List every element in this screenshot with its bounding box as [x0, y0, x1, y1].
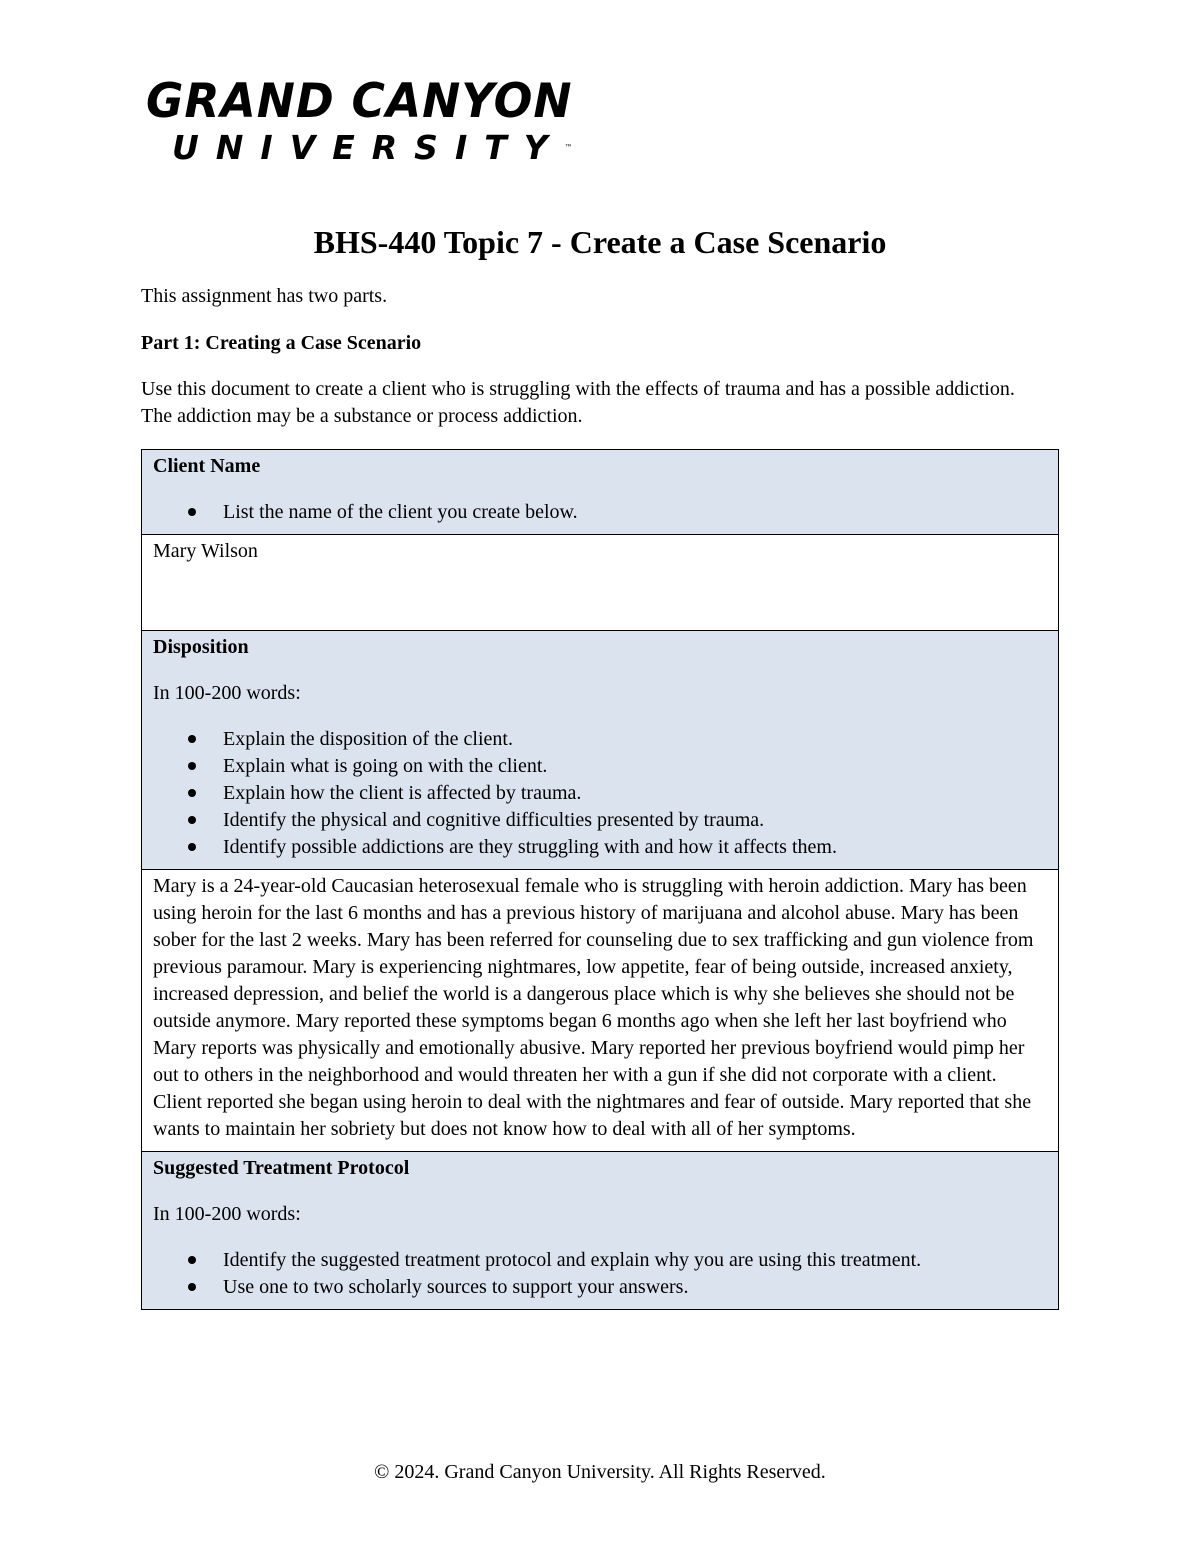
- copyright-footer: © 2024. Grand Canyon University. All Rights Reserved.: [374, 1461, 826, 1483]
- part1-heading: Part 1: Creating a Case Scenario: [141, 332, 422, 354]
- disposition-prompt-cell: [142, 631, 1059, 870]
- client-name-response-cell[interactable]: [142, 535, 1059, 631]
- list-item: Use one to two scholarly sources to support your answers.: [223, 1274, 1047, 1301]
- list-item: List the name of the client you create below.: [223, 499, 1047, 526]
- table-row: [142, 535, 1059, 631]
- logo-trademark: ™: [564, 143, 573, 152]
- list-item: Identify possible addictions are they struggling with and how it affects them.: [223, 834, 1047, 861]
- disposition-word-count: In 100-200 words:: [153, 682, 301, 704]
- disposition-bullets: [153, 726, 1047, 861]
- table-row: [142, 1152, 1059, 1310]
- list-item: Identify the physical and cognitive difficulties presented by trauma.: [223, 807, 1047, 834]
- treatment-word-count: In 100-200 words:: [153, 1203, 301, 1225]
- document-title: BHS-440 Topic 7 - Create a Case Scenario: [313, 224, 887, 260]
- disposition-heading: Disposition: [153, 636, 249, 658]
- case-scenario-table: [141, 449, 1059, 1310]
- treatment-heading: Suggested Treatment Protocol: [153, 1157, 410, 1179]
- table-row: [142, 450, 1059, 535]
- university-logo: [146, 74, 573, 167]
- treatment-bullets: [153, 1247, 1047, 1301]
- list-item: Explain what is going on with the client.: [223, 753, 1047, 780]
- list-item: Explain the disposition of the client.: [223, 726, 1047, 753]
- list-item: Explain how the client is affected by trauma.: [223, 780, 1047, 807]
- client-name-heading: Client Name: [153, 455, 261, 477]
- client-name-bullets: [153, 499, 1047, 526]
- disposition-response-cell[interactable]: [142, 870, 1059, 1152]
- treatment-prompt-cell: [142, 1152, 1059, 1310]
- disposition-response: Mary is a 24-year-old Caucasian heterosexual female who is struggling with heroin addiction. Mary has been using heroin for the last 6 months and has a previous history of marijuana and alcohol abuse. Mary has been sober for the last 2 weeks. Mary has been referred for counseling due to sex trafficking and gun violence from previous paramour. Mary is experiencing nightmares, low appetite, fear of being outside, increased anxiety, increased depression, and belief the world is a dangerous place which is why she believes she should not be outside anymore. Mary reported these symptoms began 6 months ago when she left her last boyfriend who Mary reports was physically and emotionally abusive. Mary reported her previous boyfriend would pimp her out to others in the neighborhood and would threaten her with a gun if she did not corporate with a client. Client reported she began using heroin to deal with the nightmares and fear of outside. Mary reported that she wants to maintain her sobriety but does not know how to deal with all of her symptoms.: [153, 875, 1034, 1140]
- client-name-prompt-cell: [142, 450, 1059, 535]
- intro-text: This assignment has two parts.: [141, 285, 388, 307]
- list-item: Identify the suggested treatment protocol and explain why you are using this treatment.: [223, 1247, 1047, 1274]
- table-row: [142, 870, 1059, 1152]
- logo-university-text: UNIVERSITY: [172, 128, 565, 167]
- part1-instructions: Use this document to create a client who is struggling with the effects of trauma and has a possible addiction. The addiction may be a substance or process addiction.: [141, 378, 1015, 427]
- table-row: [142, 631, 1059, 870]
- logo-line-university: [172, 128, 573, 167]
- logo-line-grand-canyon: GRAND CANYON: [146, 74, 573, 129]
- client-name-response: Mary Wilson: [153, 540, 258, 562]
